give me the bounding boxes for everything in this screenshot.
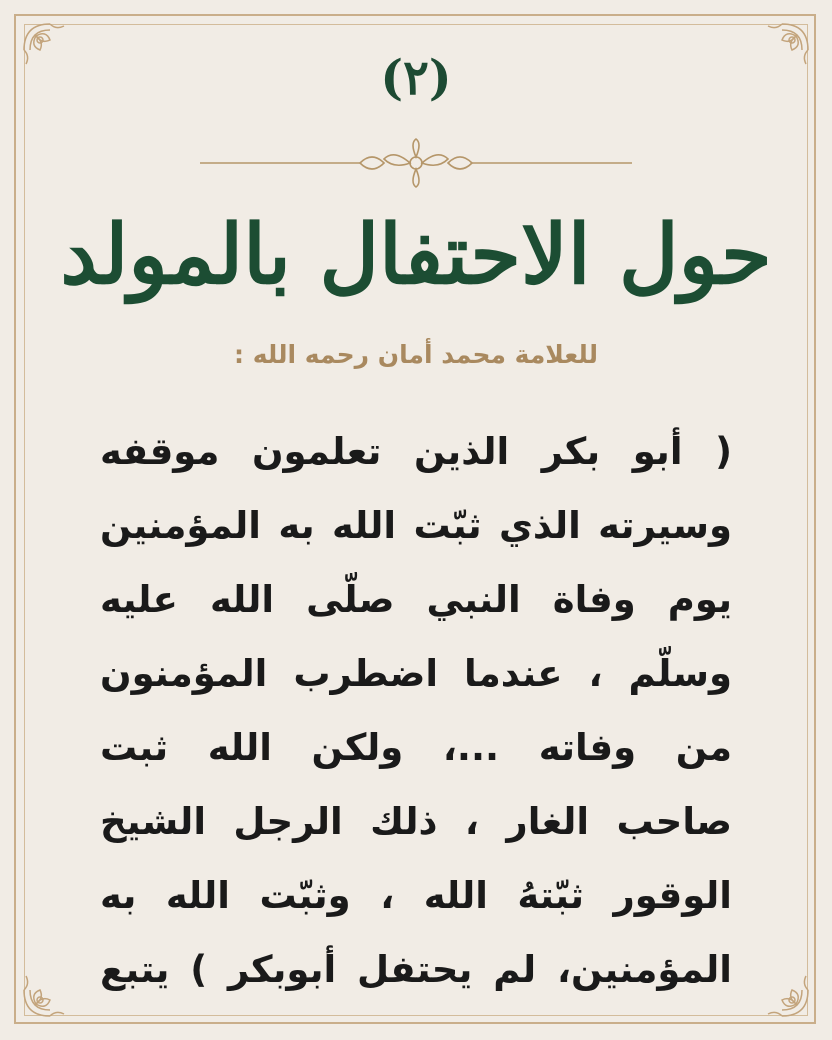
corner-ornament-icon (752, 960, 812, 1020)
page-title: حول الاحتفال بالمولد (60, 207, 772, 303)
page-number: (٢) (380, 50, 452, 106)
text-line: المؤمنين، لم يحتفل أبوبكر ) يتبع (100, 948, 732, 991)
text-line: ( أبو بكر الذين تعلمون موقفه (100, 430, 732, 473)
text-line: الوقور ثبّتهُ الله ، وثبّت الله به (100, 874, 732, 917)
text-line: وسيرته الذي ثبّت الله به المؤمنين (100, 504, 732, 547)
author-line: للعلامة محمد أمان رحمه الله : (234, 340, 598, 369)
text-line: يوم وفاة النبي صلّى الله عليه (100, 578, 732, 621)
corner-ornament-icon (20, 960, 80, 1020)
floral-divider-icon (200, 138, 632, 188)
text-line: من وفاته ...، ولكن الله ثبت (100, 726, 732, 769)
body-text (100, 415, 732, 1007)
text-line: صاحب الغار ، ذلك الرجل الشيخ (100, 800, 732, 843)
text-line: وسلّم ، عندما اضطرب المؤمنون (100, 652, 732, 695)
